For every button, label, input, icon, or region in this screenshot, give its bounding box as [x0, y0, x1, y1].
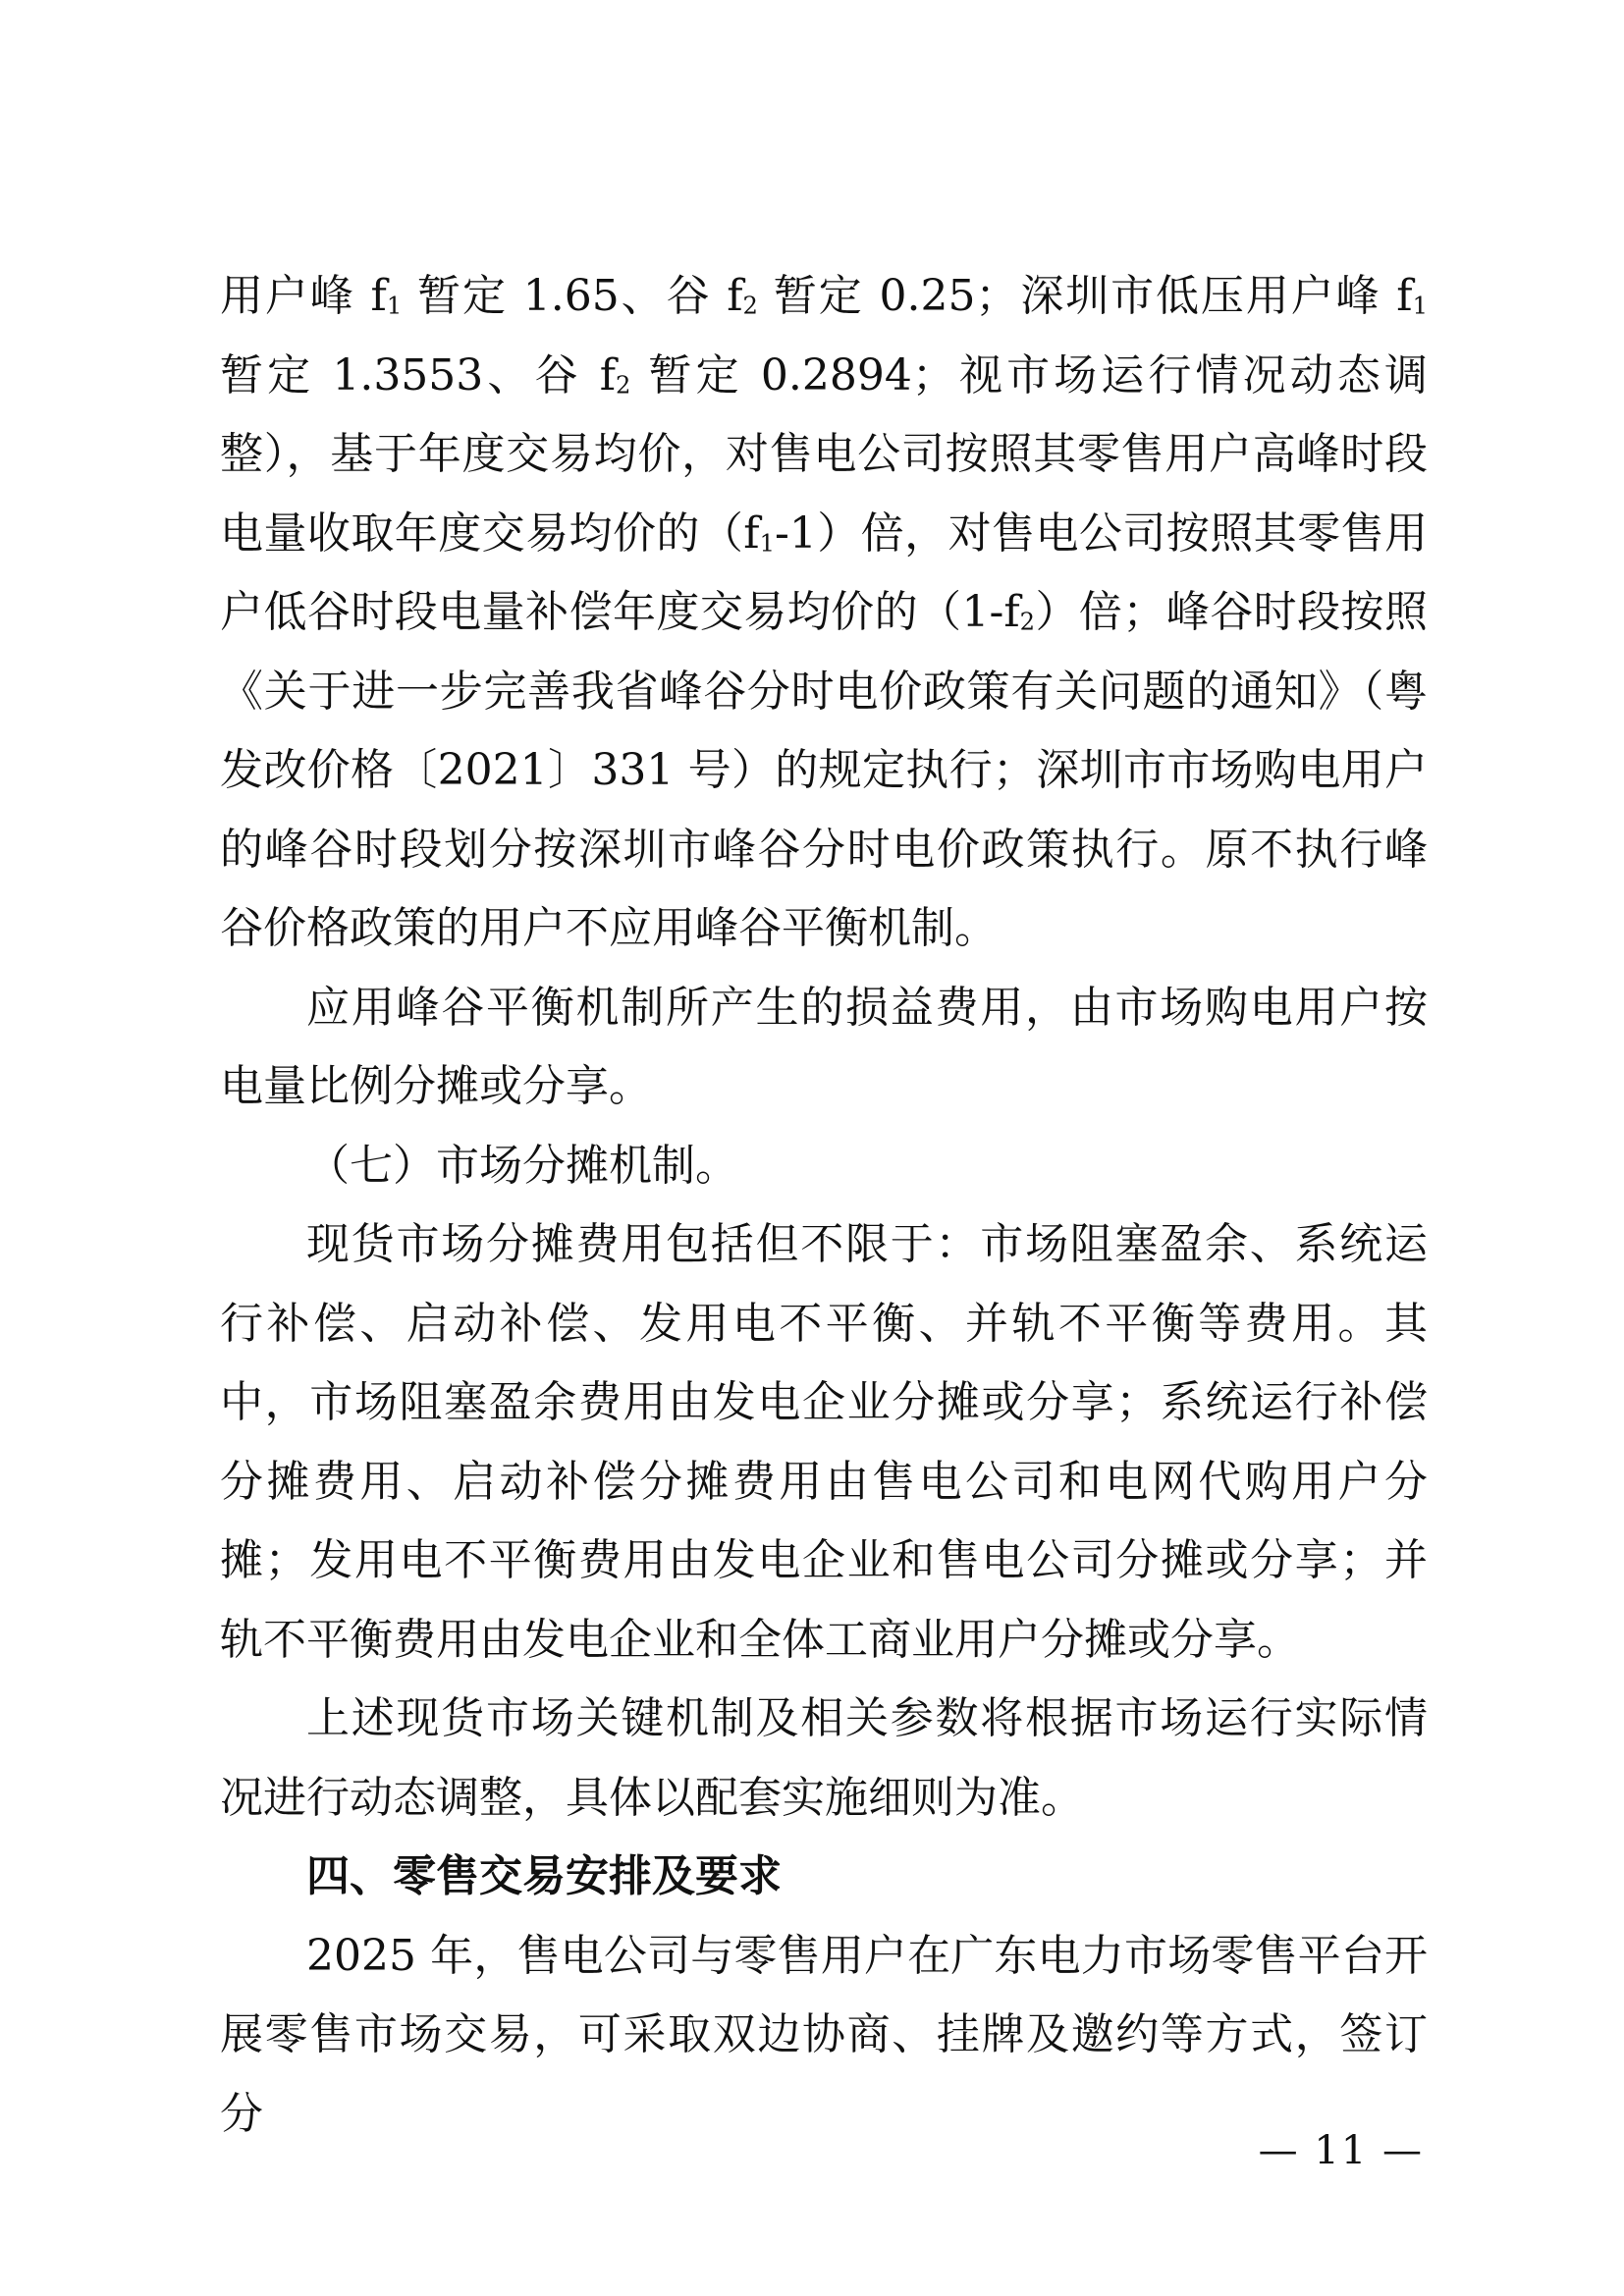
section-heading-retail-trading: 四、零售交易安排及要求 — [306, 1851, 782, 1901]
subheading-market-allocation: （七）市场分摊机制。 — [306, 1140, 738, 1191]
subscript: 1 — [1412, 292, 1428, 320]
paragraph-peak-valley-coefficients — [220, 257, 1428, 969]
subscript: 2 — [616, 371, 631, 400]
text-run: ）倍；峰谷时段按照《关于进一步完善我省峰谷分时电价政策有关问题的通知》（粤发改价格〔2021〕331 号）的规定执行；深圳市市场购电用户的峰谷时段划分按深圳市峰谷分时电价政策执行。原不执行峰谷价格政策的用户不应用峰谷平衡机制。 — [220, 587, 1428, 953]
subscript: 2 — [742, 292, 758, 320]
text-run: 用户峰 f — [220, 271, 387, 321]
subscript: 1 — [759, 529, 775, 558]
paragraph-dynamic-adjustment: 上述现货市场关键机制及相关参数将根据市场运行实际情况进行动态调整，具体以配套实施细则为准。 — [220, 1693, 1428, 1823]
subscript: 1 — [386, 292, 403, 320]
document-body — [220, 257, 1428, 2154]
text-run: 暂定 1.65、谷 f — [402, 271, 743, 321]
paragraph-retail-trading-2025: 2025 年，售电公司与零售用户在广东电力市场零售平台开展零售市场交易，可采取双边协商、挂牌及邀约等方式，签订分 — [220, 1930, 1428, 2139]
subscript: 2 — [1019, 608, 1036, 636]
text-run: 暂定 0.2894；视市场运行情况动态调整），基于年度交易均价，对售电公司按照其零售用户高峰时段电量收取年度交易均价的（f — [220, 349, 1429, 559]
paragraph-balance-cost-allocation: 应用峰谷平衡机制所产生的损益费用，由市场购电用户按电量比例分摊或分享。 — [220, 982, 1428, 1111]
page-number: — 11 — — [1258, 2128, 1424, 2173]
text-run: 暂定 1.3553、谷 f — [220, 349, 617, 400]
text-run: -1）倍，对售电公司按照其零售用户低谷时段电量补偿年度交易均价的（1-f — [220, 507, 1428, 637]
paragraph-spot-market-costs: 现货市场分摊费用包括但不限于：市场阻塞盈余、系统运行补偿、启动补偿、发用电不平衡、并轨不平衡等费用。其中，市场阻塞盈余费用由发电企业分摊或分享；系统运行补偿分摊费用、启动补偿分摊费用由售电公司和电网代购用户分摊；发用电不平衡费用由发电企业和售电公司分摊或分享；并轨不平衡费用由发电企业和全体工商业用户分摊或分享。 — [220, 1219, 1428, 1665]
text-run: 暂定 0.25；深圳市低压用户峰 f — [757, 271, 1413, 321]
